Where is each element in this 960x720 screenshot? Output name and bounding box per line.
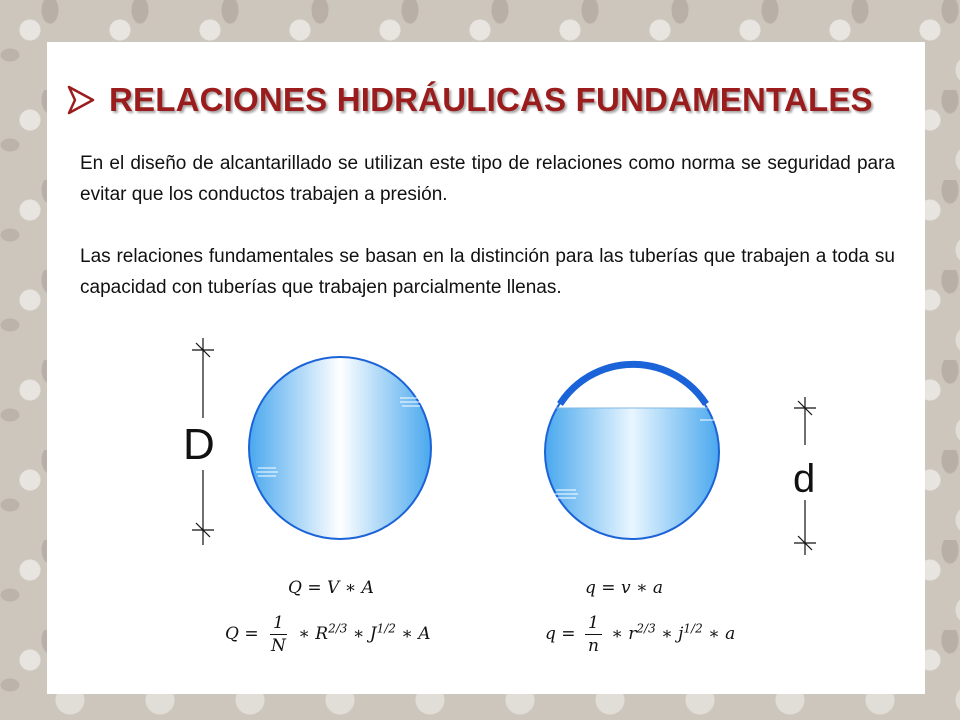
formula-partial-manning: q = $\frac{1}{n}$ ∗ $r^{2/3}$ ∗ $j^{1/2}$ ∗ a: [545, 613, 736, 656]
full-pipe: [249, 357, 431, 539]
formula-partial-flow: q = v ∗ a: [585, 578, 664, 598]
paragraph-intro: En el diseño de alcantarillado se utilizan este tipo de relaciones como norma se seguridad para evitar que los conductos trabajen a presión.: [80, 153, 895, 205]
page-title: RELACIONES HIDRÁULICAS FUNDAMENTALES: [109, 81, 873, 118]
formula-full-manning: Q = $\frac{1}{N}$ ∗ $R^{2/3}$ ∗ $J^{1/2}$ ∗ A: [225, 613, 431, 656]
depth-label: d: [793, 457, 816, 501]
partial-pipe: [545, 364, 719, 539]
formula-full-flow: Q = V ∗ A: [288, 578, 374, 598]
paragraph-relations: Las relaciones fundamentales se basan en la distinción para las tuberías que trabajen a toda su capacidad con tuberías que trabajen parcialmente llenas.: [80, 246, 895, 298]
diameter-label: D: [183, 420, 215, 469]
